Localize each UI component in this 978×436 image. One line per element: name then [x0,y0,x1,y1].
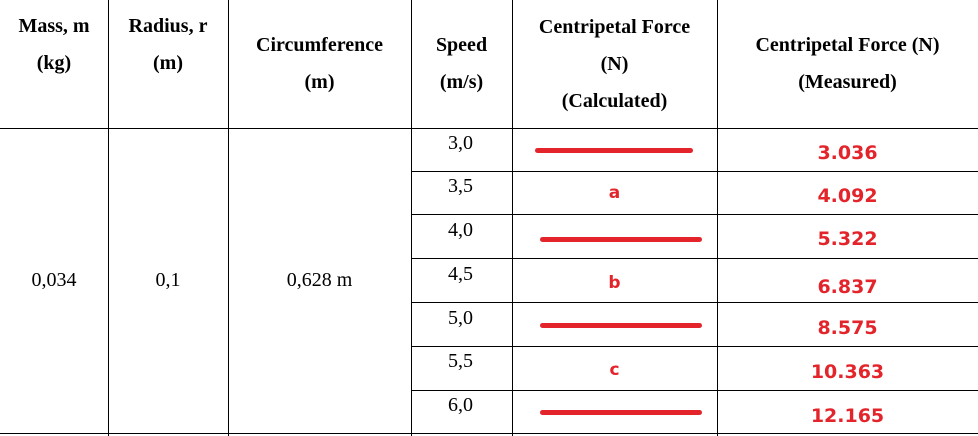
measured-cell: 12.165 [810,405,885,427]
row-divider [411,171,978,172]
measured-cell: 6.837 [817,276,878,298]
header-radius-line1: Radius, r [128,15,208,37]
speed-cell: 3,5 [448,175,473,197]
header-mass-line2: (kg) [36,52,72,74]
measured-cell: 10.363 [810,361,885,383]
radius-value: 0,1 [155,268,181,291]
header-measured-line1: Centripetal Force (N) [755,34,940,56]
header-measured-force [717,0,978,128]
header-speed [411,0,512,128]
speed-cell: 4,5 [448,263,473,285]
redaction-bar [540,323,702,328]
header-circumference [228,0,411,128]
redaction-bar [540,410,702,415]
header-speed-line1: Speed [435,34,488,56]
measured-cell: 5.322 [817,228,878,250]
measured-cell: 4.092 [817,185,878,207]
row-divider [411,346,978,347]
header-mass-line1: Mass, m [18,15,90,37]
speed-cell: 3,0 [448,132,473,154]
header-radius [108,0,228,90]
redaction-bar [535,148,693,153]
header-calculated-line2: (N) [600,52,629,75]
header-radius-line2: (m) [153,52,183,74]
header-circumference-line1: Circumference [256,34,383,56]
speed-cell: 5,5 [448,350,473,372]
header-calculated-force [512,0,717,128]
redaction-bar [540,237,702,242]
row-divider [411,214,978,215]
speed-cell: 5,0 [448,307,473,329]
header-divider [0,128,978,129]
header-speed-line2: (m/s) [439,71,484,93]
header-mass [0,0,108,90]
circumference-value: 0,628 m [286,268,353,291]
header-circumference-line2: (m) [304,71,335,93]
speed-cell: 6,0 [448,394,473,416]
row-divider [411,390,978,391]
calculated-cell: a [608,183,621,203]
calculated-cell: b [608,273,621,293]
calculated-cell: c [609,360,620,380]
header-calculated-line3: (Calculated) [561,89,668,112]
measured-cell: 3.036 [817,142,878,164]
mass-value: 0,034 [31,268,77,291]
row-divider [411,258,978,259]
speed-cell: 4,0 [448,219,473,241]
header-calculated-line1: Centripetal Force [538,15,691,38]
measured-cell: 8.575 [817,317,878,339]
header-measured-line2: (Measured) [798,71,897,93]
